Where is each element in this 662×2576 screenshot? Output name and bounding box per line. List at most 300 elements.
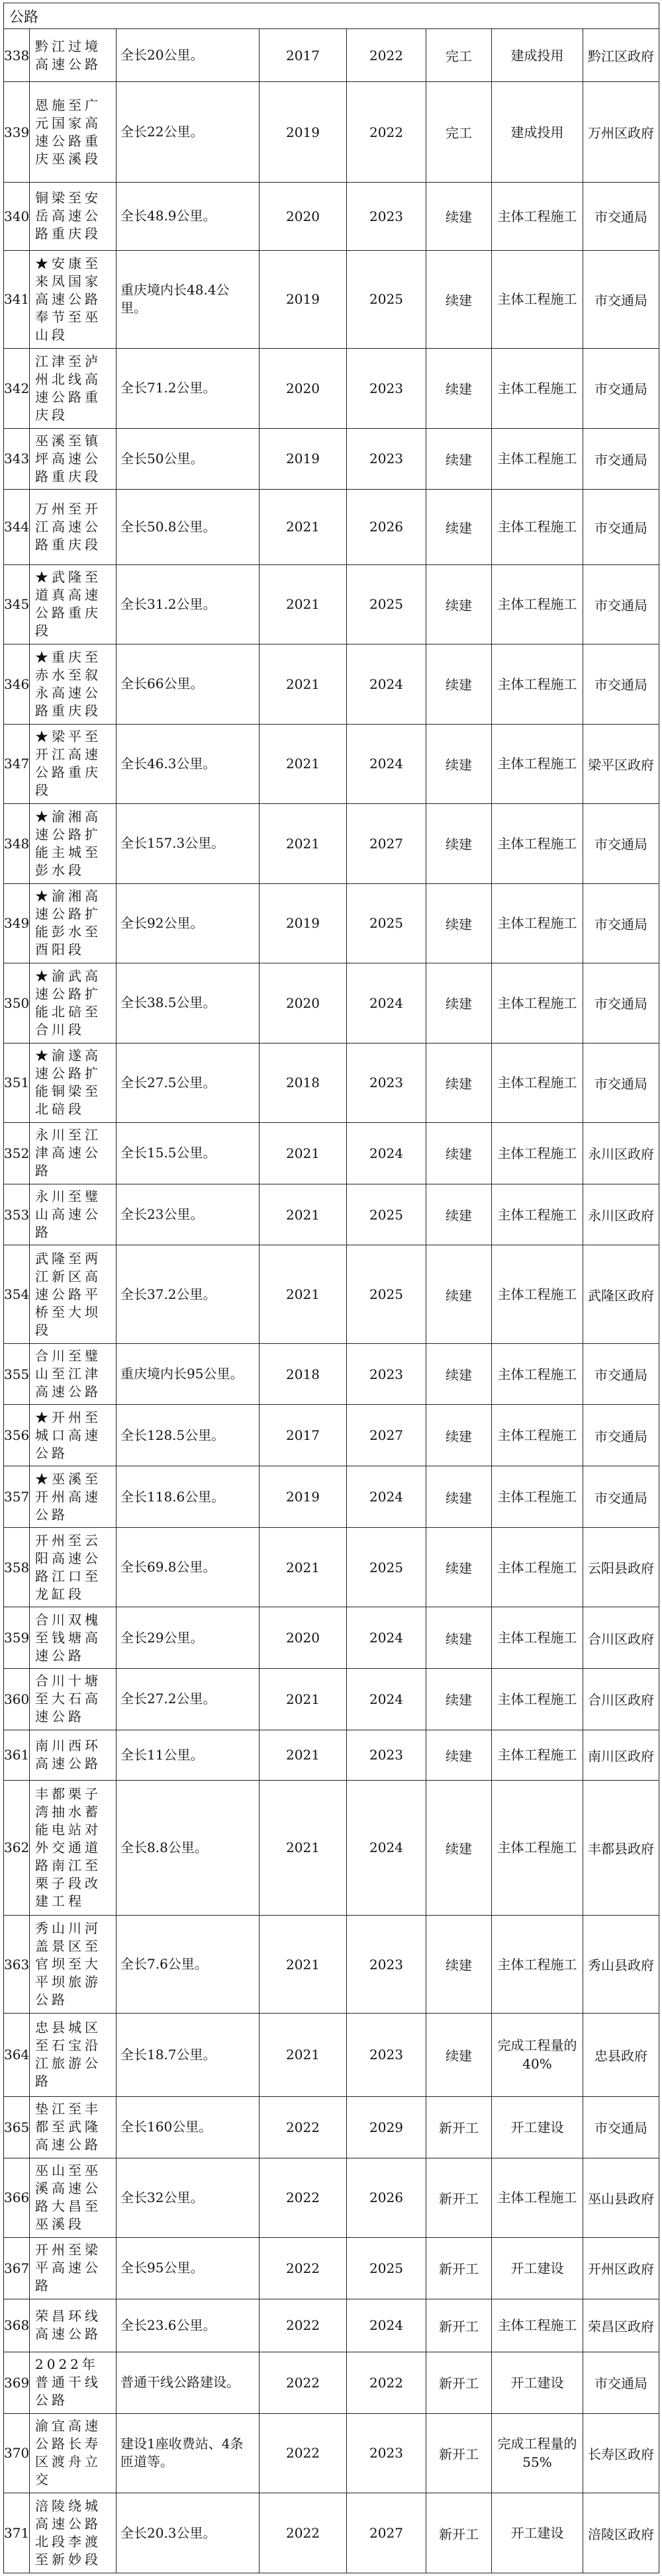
table-row [4,1184,659,1245]
table-row [4,2413,659,2493]
cell-unit: 黔江区政府 [583,29,659,82]
cell-name: ★重庆至赤水至叙永高速公路重庆段 [30,644,117,725]
cell-scale: 全长29公里。 [117,1607,260,1669]
cell-name: 丰都栗子湾抽水蓄能电站对外交通道路南江至栗子段改建工程 [30,1780,117,1915]
cell-nature: 续建 [426,1343,492,1405]
cell-start: 2021 [260,804,347,884]
cell-nature: 续建 [426,250,492,348]
table-row [4,1245,659,1343]
cell-idx: 357 [4,1466,30,1528]
cell-idx: 364 [4,2014,30,2097]
cell-nature: 完工 [426,29,492,82]
table-row [4,2238,659,2299]
cell-start: 2019 [260,82,347,182]
cell-start: 2020 [260,963,347,1044]
cell-name: 永川至江津高速公路 [30,1123,117,1184]
cell-scale: 全长18.7公里。 [117,2014,260,2097]
cell-idx: 340 [4,182,30,250]
table-row [4,724,659,804]
cell-scale: 全长11公里。 [117,1730,260,1780]
cell-idx: 350 [4,963,30,1044]
cell-nature: 续建 [426,724,492,804]
cell-nature: 新开工 [426,2158,492,2238]
cell-unit: 市交通局 [583,349,659,429]
cell-unit: 市交通局 [583,2352,659,2414]
cell-end: 2027 [347,804,426,884]
cell-start: 2020 [260,349,347,429]
cell-scale: 全长46.3公里。 [117,724,260,804]
table-row [4,1915,659,2013]
cell-end: 2029 [347,2096,426,2158]
cell-nature: 续建 [426,883,492,963]
cell-start: 2021 [260,1915,347,2013]
cell-end: 2023 [347,1730,426,1780]
cell-name: 铜梁至安岳高速公路重庆段 [30,182,117,250]
cell-start: 2019 [260,428,347,490]
cell-scale: 全长20公里。 [117,29,260,82]
cell-start: 2021 [260,1780,347,1915]
cell-name: 巫山至巫溪高速公路大昌至巫溪段 [30,2158,117,2238]
cell-scale: 建设1座收费站、4条匝道等。 [117,2413,260,2493]
cell-unit: 市交通局 [583,182,659,250]
cell-scale: 全长7.6公里。 [117,1915,260,2013]
cell-scale: 全长8.8公里。 [117,1780,260,1915]
cell-scale: 全长32公里。 [117,2158,260,2238]
table-row [4,963,659,1044]
cell-start: 2020 [260,1607,347,1669]
cell-progress: 主体工程施工 [492,963,583,1044]
cell-name: ★渝遂高速公路扩能铜梁至北碚段 [30,1043,117,1123]
cell-end: 2023 [347,349,426,429]
cell-end: 2023 [347,1915,426,2013]
cell-nature: 续建 [426,349,492,429]
cell-progress: 主体工程施工 [492,883,583,963]
cell-idx: 344 [4,490,30,564]
cell-start: 2020 [260,182,347,250]
cell-name: 巫溪至镇坪高速公路重庆段 [30,428,117,490]
cell-scale: 全长69.8公里。 [117,1527,260,1607]
cell-name: 垫江至丰都至武隆高速公路 [30,2096,117,2158]
cell-idx: 356 [4,1405,30,1466]
cell-start: 2017 [260,1405,347,1466]
cell-unit: 长寿区政府 [583,2413,659,2493]
cell-nature: 续建 [426,1915,492,2013]
cell-progress: 主体工程施工 [492,1527,583,1607]
cell-progress: 开工建设 [492,2352,583,2414]
cell-unit: 市交通局 [583,1043,659,1123]
cell-start: 2021 [260,564,347,644]
cell-idx: 343 [4,428,30,490]
cell-idx: 360 [4,1669,30,1730]
cell-scale: 全长118.6公里。 [117,1466,260,1528]
table-row [4,250,659,348]
cell-start: 2019 [260,1466,347,1528]
cell-name: ★开州至城口高速公路 [30,1405,117,1466]
table-row [4,1780,659,1915]
cell-name: ★巫溪至开州高速公路 [30,1466,117,1528]
cell-idx: 347 [4,724,30,804]
cell-progress: 主体工程施工 [492,804,583,884]
cell-idx: 365 [4,2096,30,2158]
cell-progress: 主体工程施工 [492,724,583,804]
cell-end: 2022 [347,2352,426,2414]
cell-end: 2023 [347,2014,426,2097]
cell-scale: 普通干线公路建设。 [117,2352,260,2414]
cell-idx: 351 [4,1043,30,1123]
cell-progress: 主体工程施工 [492,564,583,644]
cell-end: 2024 [347,1466,426,1528]
cell-progress: 主体工程施工 [492,1915,583,2013]
cell-scale: 全长22公里。 [117,82,260,182]
cell-end: 2023 [347,1343,426,1405]
table-row [4,349,659,429]
cell-idx: 348 [4,804,30,884]
cell-end: 2024 [347,963,426,1044]
table-row [4,2299,659,2352]
cell-unit: 市交通局 [583,804,659,884]
cell-progress: 主体工程施工 [492,250,583,348]
cell-idx: 362 [4,1780,30,1915]
cell-name: ★安康至来凤国家高速公路奉节至巫山段 [30,250,117,348]
cell-idx: 342 [4,349,30,429]
cell-name: 开州至云阳高速公路江口至龙缸段 [30,1527,117,1607]
cell-nature: 续建 [426,963,492,1044]
cell-progress: 主体工程施工 [492,1780,583,1915]
cell-progress: 开工建设 [492,2096,583,2158]
cell-nature: 续建 [426,1184,492,1245]
table-row [4,2096,659,2158]
cell-scale: 全长23.6公里。 [117,2299,260,2352]
cell-end: 2024 [347,1780,426,1915]
cell-nature: 续建 [426,1466,492,1528]
cell-name: 荣昌环线高速公路 [30,2299,117,2352]
table-row [4,804,659,884]
cell-name: 万州至开江高速公路重庆段 [30,490,117,564]
cell-idx: 353 [4,1184,30,1245]
table-row [4,1669,659,1730]
cell-name: ★渝湘高速公路扩能彭水至酉阳段 [30,883,117,963]
cell-progress: 主体工程施工 [492,1123,583,1184]
cell-progress: 主体工程施工 [492,1043,583,1123]
cell-unit: 南川区政府 [583,1730,659,1780]
table-row [4,428,659,490]
cell-scale: 全长31.2公里。 [117,564,260,644]
cell-idx: 366 [4,2158,30,2238]
cell-nature: 完工 [426,82,492,182]
cell-unit: 忠县政府 [583,2014,659,2097]
cell-progress: 主体工程施工 [492,1343,583,1405]
cell-scale: 全长38.5公里。 [117,963,260,1044]
cell-progress: 建成投用 [492,82,583,182]
cell-nature: 新开工 [426,2493,492,2573]
cell-idx: 354 [4,1245,30,1343]
cell-scale: 全长37.2公里。 [117,1245,260,1343]
table-row [4,2352,659,2414]
cell-name: 恩施至广元国家高速公路重庆巫溪段 [30,82,117,182]
cell-nature: 新开工 [426,2238,492,2299]
cell-end: 2024 [347,2299,426,2352]
cell-idx: 349 [4,883,30,963]
cell-scale: 全长20.3公里。 [117,2493,260,2573]
cell-nature: 续建 [426,1245,492,1343]
cell-end: 2026 [347,490,426,564]
cell-start: 2019 [260,883,347,963]
cell-end: 2024 [347,1123,426,1184]
cell-end: 2023 [347,428,426,490]
cell-end: 2027 [347,1405,426,1466]
cell-progress: 主体工程施工 [492,644,583,725]
table-row [4,1730,659,1780]
cell-scale: 全长160公里。 [117,2096,260,2158]
cell-start: 2021 [260,1245,347,1343]
cell-scale: 重庆境内长48.4公里。 [117,250,260,348]
cell-start: 2021 [260,1730,347,1780]
cell-end: 2024 [347,1669,426,1730]
cell-nature: 续建 [426,2014,492,2097]
cell-nature: 新开工 [426,2299,492,2352]
table-row [4,182,659,250]
cell-name: 秀山川河盖景区至官坝至大平坝旅游公路 [30,1915,117,2013]
cell-nature: 续建 [426,1607,492,1669]
cell-scale: 全长27.2公里。 [117,1669,260,1730]
cell-end: 2022 [347,82,426,182]
cell-name: ★渝武高速公路扩能北碚至合川段 [30,963,117,1044]
cell-start: 2019 [260,250,347,348]
table-row [4,2158,659,2238]
cell-name: 合川十塘至大石高速公路 [30,1669,117,1730]
cell-unit: 市交通局 [583,2096,659,2158]
cell-progress: 主体工程施工 [492,1184,583,1245]
cell-progress: 主体工程施工 [492,1730,583,1780]
cell-idx: 352 [4,1123,30,1184]
cell-end: 2025 [347,883,426,963]
cell-scale: 全长15.5公里。 [117,1123,260,1184]
table-row [4,2014,659,2097]
cell-progress: 开工建设 [492,2493,583,2573]
cell-end: 2027 [347,2493,426,2573]
cell-start: 2021 [260,1184,347,1245]
cell-start: 2021 [260,644,347,725]
cell-progress: 建成投用 [492,29,583,82]
cell-progress: 主体工程施工 [492,2158,583,2238]
cell-idx: 338 [4,29,30,82]
cell-start: 2021 [260,1669,347,1730]
cell-name: 开州至梁平高速公路 [30,2238,117,2299]
cell-start: 2022 [260,2299,347,2352]
cell-end: 2026 [347,2158,426,2238]
section-header-row [4,3,659,29]
cell-end: 2024 [347,724,426,804]
cell-progress: 完成工程量的55% [492,2413,583,2493]
table-row [4,1405,659,1466]
cell-nature: 续建 [426,1043,492,1123]
cell-start: 2022 [260,2096,347,2158]
cell-scale: 全长23公里。 [117,1184,260,1245]
cell-nature: 续建 [426,490,492,564]
table-body [4,3,659,2573]
cell-scale: 全长50公里。 [117,428,260,490]
cell-scale: 全长50.8公里。 [117,490,260,564]
cell-name: 江津至泸州北线高速公路重庆段 [30,349,117,429]
table-row [4,82,659,182]
cell-progress: 主体工程施工 [492,1669,583,1730]
cell-nature: 续建 [426,564,492,644]
cell-unit: 涪陵区政府 [583,2493,659,2573]
cell-name: 涪陵绕城高速公路北段李渡至新妙段 [30,2493,117,2573]
table-row [4,644,659,725]
cell-start: 2022 [260,2158,347,2238]
cell-unit: 合川区政府 [583,1607,659,1669]
cell-unit: 市交通局 [583,428,659,490]
cell-unit: 巫山县政府 [583,2158,659,2238]
cell-end: 2025 [347,1527,426,1607]
cell-name: 合川至璧山至江津高速公路 [30,1343,117,1405]
cell-unit: 开州区政府 [583,2238,659,2299]
cell-progress: 主体工程施工 [492,1466,583,1528]
table-row [4,883,659,963]
cell-idx: 371 [4,2493,30,2573]
cell-nature: 续建 [426,1405,492,1466]
cell-end: 2025 [347,1245,426,1343]
cell-end: 2022 [347,29,426,82]
table-row [4,1343,659,1405]
cell-unit: 市交通局 [583,490,659,564]
cell-unit: 市交通局 [583,564,659,644]
cell-idx: 341 [4,250,30,348]
cell-scale: 重庆境内长95公里。 [117,1343,260,1405]
cell-unit: 梁平区政府 [583,724,659,804]
cell-start: 2022 [260,2413,347,2493]
cell-nature: 新开工 [426,2096,492,2158]
cell-unit: 永川区政府 [583,1184,659,1245]
cell-unit: 市交通局 [583,644,659,725]
cell-unit: 市交通局 [583,250,659,348]
cell-idx: 368 [4,2299,30,2352]
cell-name: 忠县城区至石宝沿江旅游公路 [30,2014,117,2097]
cell-scale: 全长71.2公里。 [117,349,260,429]
cell-unit: 市交通局 [583,1343,659,1405]
cell-start: 2021 [260,2014,347,2097]
cell-start: 2021 [260,1527,347,1607]
cell-unit: 市交通局 [583,1405,659,1466]
cell-progress: 主体工程施工 [492,428,583,490]
cell-progress: 主体工程施工 [492,1607,583,1669]
table-row [4,1123,659,1184]
cell-end: 2025 [347,2238,426,2299]
project-table [3,3,659,2573]
cell-unit: 市交通局 [583,883,659,963]
cell-unit: 市交通局 [583,963,659,1044]
cell-progress: 主体工程施工 [492,1405,583,1466]
cell-progress: 主体工程施工 [492,1245,583,1343]
cell-unit: 万州区政府 [583,82,659,182]
cell-name: 南川西环高速公路 [30,1730,117,1780]
cell-end: 2025 [347,564,426,644]
cell-name: 合川双槐至钱塘高速公路 [30,1607,117,1669]
cell-progress: 主体工程施工 [492,349,583,429]
cell-unit: 荣昌区政府 [583,2299,659,2352]
cell-end: 2024 [347,644,426,725]
cell-scale: 全长27.5公里。 [117,1043,260,1123]
cell-start: 2021 [260,490,347,564]
cell-start: 2018 [260,1343,347,1405]
cell-nature: 续建 [426,428,492,490]
cell-idx: 363 [4,1915,30,2013]
cell-nature: 续建 [426,1780,492,1915]
cell-scale: 全长92公里。 [117,883,260,963]
table-row [4,2493,659,2573]
section-title: 公路 [4,3,659,29]
cell-progress: 主体工程施工 [492,2299,583,2352]
cell-nature: 续建 [426,182,492,250]
cell-unit: 秀山县政府 [583,1915,659,2013]
cell-unit: 永川区政府 [583,1123,659,1184]
cell-end: 2023 [347,2413,426,2493]
cell-end: 2025 [347,1184,426,1245]
cell-name: ★渝湘高速公路扩能主城至彭水段 [30,804,117,884]
table-row [4,1043,659,1123]
cell-end: 2024 [347,1607,426,1669]
cell-progress: 完成工程量的40% [492,2014,583,2097]
cell-idx: 358 [4,1527,30,1607]
cell-name: 武隆至两江新区高速公路平桥至大坝段 [30,1245,117,1343]
cell-start: 2021 [260,1123,347,1184]
cell-idx: 339 [4,82,30,182]
cell-end: 2025 [347,250,426,348]
cell-unit: 武隆区政府 [583,1245,659,1343]
table-row [4,490,659,564]
cell-unit: 合川区政府 [583,1669,659,1730]
table-row [4,1527,659,1607]
table-row [4,1466,659,1528]
cell-progress: 开工建设 [492,2238,583,2299]
cell-nature: 新开工 [426,2352,492,2414]
cell-nature: 续建 [426,644,492,725]
cell-idx: 370 [4,2413,30,2493]
cell-name: 黔江过境高速公路 [30,29,117,82]
cell-scale: 全长157.3公里。 [117,804,260,884]
cell-scale: 全长128.5公里。 [117,1405,260,1466]
cell-idx: 346 [4,644,30,725]
cell-name: 2022年普通干线公路 [30,2352,117,2414]
cell-name: 渝宜高速公路长寿区渡舟立交 [30,2413,117,2493]
cell-nature: 续建 [426,1669,492,1730]
cell-name: ★武隆至道真高速公路重庆段 [30,564,117,644]
cell-nature: 新开工 [426,2413,492,2493]
cell-idx: 359 [4,1607,30,1669]
cell-start: 2018 [260,1043,347,1123]
cell-progress: 主体工程施工 [492,182,583,250]
cell-scale: 全长66公里。 [117,644,260,725]
cell-scale: 全长95公里。 [117,2238,260,2299]
cell-end: 2023 [347,182,426,250]
cell-end: 2023 [347,1043,426,1123]
cell-nature: 续建 [426,1123,492,1184]
cell-start: 2017 [260,29,347,82]
cell-unit: 丰都县政府 [583,1780,659,1915]
cell-progress: 主体工程施工 [492,490,583,564]
cell-nature: 续建 [426,1527,492,1607]
cell-scale: 全长48.9公里。 [117,182,260,250]
cell-start: 2022 [260,2493,347,2573]
cell-start: 2022 [260,2352,347,2414]
table-row [4,564,659,644]
cell-unit: 云阳县政府 [583,1527,659,1607]
cell-nature: 续建 [426,804,492,884]
table-row [4,29,659,82]
cell-nature: 续建 [426,1730,492,1780]
table-row [4,1607,659,1669]
